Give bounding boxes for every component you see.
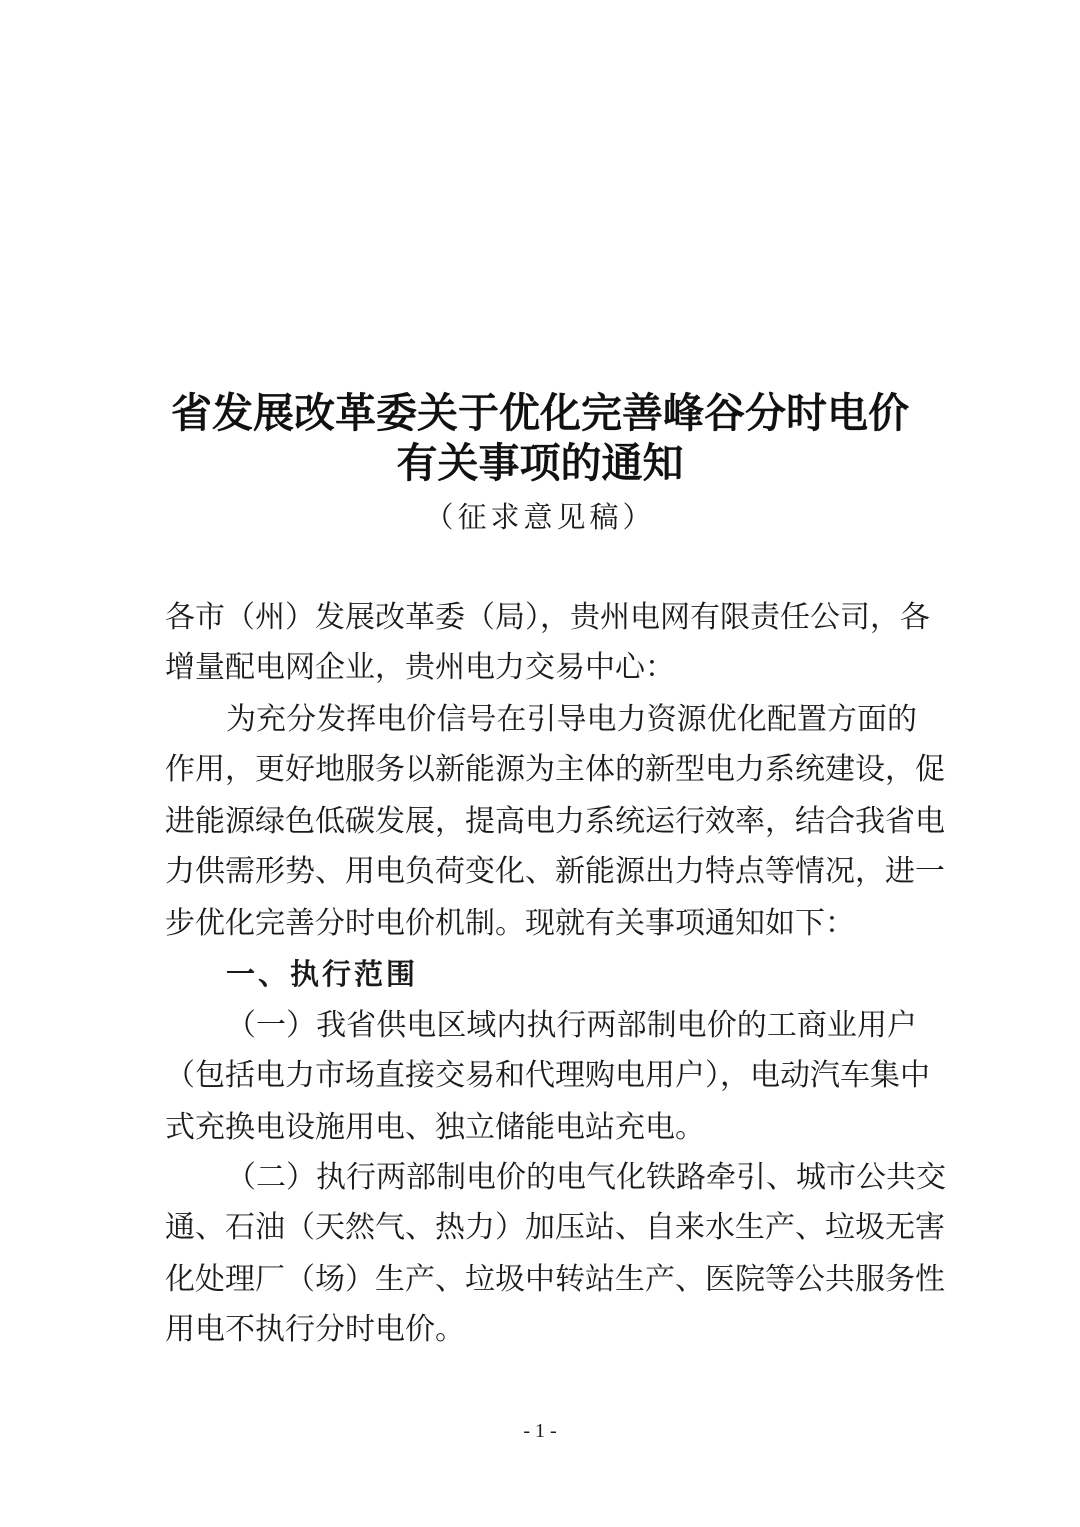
intro-line-1: 为充分发挥电价信号在引导电力资源优化配置方面的 — [226, 702, 917, 737]
item-2-line-3: 化处理厂（场）生产、垃圾中转站生产、医院等公共服务性 — [165, 1262, 945, 1297]
intro-line-5: 步优化完善分时电价机制。现就有关事项通知如下： — [165, 906, 855, 941]
document-subtitle: （征求意见稿） — [424, 500, 656, 534]
addressee-line-2: 增量配电网企业，贵州电力交易中心： — [165, 650, 675, 685]
section-heading-1: 一、执行范围 — [226, 957, 419, 991]
page-number: - 1 - — [523, 1420, 557, 1442]
item-2-line-1: （二）执行两部制电价的电气化铁路牵引、城市公共交 — [226, 1160, 946, 1195]
intro-line-3: 进能源绿色低碳发展，提高电力系统运行效率，结合我省电 — [165, 804, 945, 839]
item-1-line-1: （一）我省供电区域内执行两部制电价的工商业用户 — [226, 1008, 917, 1043]
document-title-line-1: 省发展改革委关于优化完善峰谷分时电价 — [171, 389, 909, 437]
intro-line-4: 力供需形势、用电负荷变化、新能源出力特点等情况，进一 — [165, 854, 945, 889]
item-1-line-2: （包括电力市场直接交易和代理购电用户），电动汽车集中 — [165, 1058, 930, 1093]
item-2-line-2: 通、石油（天然气、热力）加压站、自来水生产、垃圾无害 — [165, 1210, 945, 1245]
item-1-line-3: 式充换电设施用电、独立储能电站充电。 — [165, 1110, 705, 1145]
item-2-line-4: 用电不执行分时电价。 — [165, 1312, 465, 1347]
addressee-line-1: 各市（州）发展改革委（局），贵州电网有限责任公司，各 — [165, 600, 930, 635]
intro-line-2: 作用，更好地服务以新能源为主体的新型电力系统建设，促 — [165, 752, 945, 787]
document-title-line-2: 有关事项的通知 — [396, 439, 684, 487]
